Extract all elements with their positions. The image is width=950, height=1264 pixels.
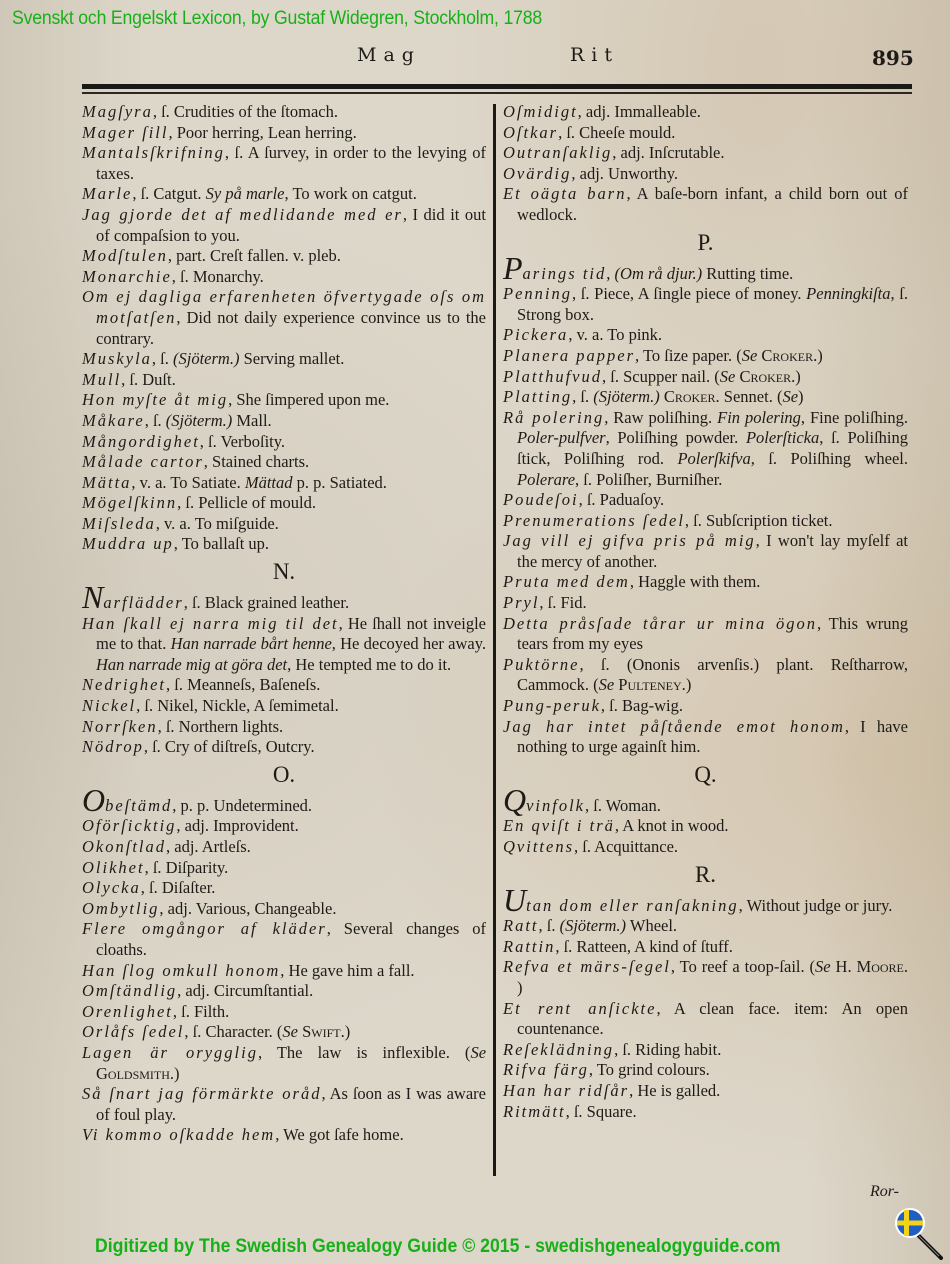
drop-initial: U [503, 881, 527, 918]
dictionary-entry [503, 164, 908, 185]
definition-text: , Raw poliſhing. [604, 407, 718, 427]
headword: Monarchie [82, 266, 172, 286]
headword: Platting [503, 387, 573, 407]
headword: Ritmätt [503, 1101, 566, 1121]
definition-text: , ſ. Cry of diſtreſs, Outcry. [143, 737, 315, 757]
dictionary-entry [503, 249, 908, 286]
headword: Muskyla [82, 349, 152, 369]
header-rule-thin [82, 92, 912, 94]
definition-text: ) [517, 977, 523, 997]
watermark-credit: Digitized by The Swedish Genealogy Guide © 2015 - swedishgenealogyguide.com [95, 1236, 781, 1257]
definition-text: , ſ. Black grained leather. [183, 593, 350, 613]
headword: Hon myſte åt mig [82, 390, 229, 410]
dictionary-entry [503, 957, 908, 998]
headword: arings tid [522, 263, 607, 283]
definition-text: , ſ. Strong box. [517, 284, 908, 324]
running-head [0, 44, 950, 74]
reference-author: Croker. [757, 345, 818, 365]
italic-phrase: Polerſkifva [677, 448, 751, 468]
drop-initial: Q [503, 781, 527, 818]
definition-text: , ſ. Woman. [585, 795, 661, 815]
dictionary-entry [503, 102, 908, 123]
definition-text: , ſ. Subſcription ticket. [684, 510, 833, 530]
dictionary-entry [503, 284, 908, 325]
section-letter-heading: Q. [694, 761, 717, 787]
definition-text: , He gave him a fall. [280, 960, 415, 980]
definition-text: , ſ. Filth. [172, 1001, 230, 1021]
dictionary-entry [503, 837, 908, 858]
definition-text: , A clean face. item: An open countenance. [517, 998, 909, 1039]
headword: Mull [82, 369, 122, 389]
headword: beſtämd [105, 795, 173, 815]
definition-text: , ſ. Catgut. [132, 184, 206, 204]
headword: Planera papper [503, 345, 636, 365]
dictionary-entry [503, 184, 908, 225]
dictionary-entry [503, 408, 908, 490]
headword: Platthufvud [503, 366, 602, 386]
headword: Om ej dagliga erfarenheten öfvertygade oſs om motſatſen [82, 287, 486, 327]
headword: Mögelſkinn [82, 493, 178, 513]
definition-text: , ſ. Cheeſe mould. [558, 122, 676, 142]
italic-phrase: (Om rå djur.) [614, 263, 703, 283]
drop-initial: P [503, 249, 523, 286]
headword: Han har ridſår [503, 1080, 630, 1100]
dictionary-entry [82, 781, 486, 818]
dictionary-entry [82, 614, 486, 676]
definition-text: , ſ. Meanneſs, Baſeneſs. [166, 675, 321, 695]
definition-text: , ſ. [538, 916, 560, 936]
italic-phrase: Se [282, 1022, 298, 1042]
definition-text: Rutting time. [702, 263, 794, 283]
definition-text: , A baſe-born infant, a child born out of wedlock. [517, 184, 908, 224]
italic-phrase: Sy på marle [205, 184, 285, 204]
definition-text: , adj. Immalleable. [577, 102, 701, 121]
dictionary-entry [82, 899, 486, 920]
dictionary-entry [82, 878, 486, 899]
headword: Poudeſoi [503, 490, 579, 510]
definition-text: , The law is inflexible. ( [257, 1042, 471, 1062]
dictionary-entry [82, 816, 486, 837]
definition-text: , To ſize paper. ( [635, 345, 742, 365]
definition-text: , Did not daily experience convince us to the contrary. [96, 307, 486, 348]
dictionary-entry [82, 1125, 486, 1146]
dictionary-entry [503, 346, 908, 367]
definition-text: , [606, 263, 615, 283]
definition-text: , I have nothing to urge againſt him. [517, 716, 908, 757]
definition-text: Wheel. [626, 916, 678, 936]
italic-phrase: (Sjöterm.) [173, 349, 240, 369]
dictionary-entry [82, 919, 486, 960]
headword: Jag har intet påſtående emot honom [503, 716, 845, 736]
headword: Pung-peruk [503, 696, 601, 716]
dictionary-entry [82, 514, 486, 535]
dictionary-entry [503, 572, 908, 593]
reference-author: Croker. [735, 366, 796, 386]
dictionary-entry [82, 349, 486, 370]
headword: Qvittens [503, 837, 574, 856]
definition-text: , v. a. To pink. [568, 325, 663, 345]
headword: Så ſnart jag förmärkte oråd [82, 1084, 322, 1104]
italic-phrase: Polerare [517, 469, 576, 489]
headword: Mantalsſkrifning [82, 143, 225, 163]
headword: Pryl [503, 593, 540, 613]
headword: Rifva färg [503, 1060, 589, 1080]
dictionary-entry [503, 325, 908, 346]
dictionary-entry [82, 473, 486, 494]
definition-text: , ſ. [572, 387, 594, 407]
italic-phrase: Penningkiſta [806, 284, 891, 304]
dictionary-entry [503, 696, 908, 717]
definition-text: , adj. Inſcrutable. [612, 143, 725, 163]
italic-phrase: Se [782, 387, 799, 407]
dictionary-entry [503, 816, 908, 837]
italic-phrase: Se [815, 957, 831, 977]
dictionary-entry [503, 655, 908, 696]
headword: Modſtulen [82, 246, 168, 266]
italic-phrase: Han narrade mig at göra det [96, 654, 288, 674]
headword: Marle [82, 184, 133, 204]
section-letter-heading: O. [272, 761, 296, 787]
headword: Olikhet [82, 857, 145, 877]
dictionary-entry [82, 102, 486, 123]
headword: Måkare [82, 410, 145, 430]
definition-text: , ſ. Acquittance. [574, 837, 679, 856]
headword: Ratt [503, 916, 539, 936]
definition-text: , Several changes of cloaths. [96, 919, 486, 959]
headword: Penning [503, 284, 572, 304]
headword: Vi kommo oſkadde hem [82, 1125, 276, 1145]
headword: Mångordighet [82, 431, 200, 451]
definition-text: , ſ. Poliſher, Burniſher. [575, 469, 723, 489]
headword: Olycka [82, 878, 141, 898]
dictionary-entry [82, 961, 486, 982]
dictionary-entry [503, 531, 908, 572]
italic-phrase: (Sjöterm.) [559, 916, 627, 936]
dictionary-entry [503, 1102, 908, 1123]
headword: Oförſicktig [82, 816, 177, 836]
dictionary-entry [503, 1060, 908, 1081]
reference-author: Goldsmith. [96, 1063, 175, 1083]
definition-text: , Stained charts. [203, 452, 310, 472]
swedish-flag-magnifier-icon [893, 1206, 947, 1260]
dictionary-entry [82, 1022, 486, 1043]
definition-text: , adj. Artleſs. [166, 837, 251, 856]
headword: Detta pråsſade tårar ur mina ögon [503, 613, 818, 633]
dictionary-entry [503, 999, 908, 1040]
headword: Flere omgångor af kläder [82, 919, 327, 939]
italic-phrase: Se [598, 675, 615, 695]
definition-text: , ſ. [144, 410, 166, 430]
headword: Omſtändlig [82, 981, 178, 1001]
definition-text: , ſ. Pellicle of mould. [177, 493, 317, 513]
headword: Rå polering [503, 407, 605, 427]
definition-text: , v. a. To Satiate. [131, 472, 245, 492]
headword: Puktörne [503, 654, 580, 674]
italic-phrase: Han narrade bårt henne [170, 634, 332, 654]
definition-text: , I did it out of compaſsion to you. [96, 204, 486, 245]
definition-text: , adj. Circumſtantial. [177, 981, 314, 1001]
catchword: Ror- [870, 1183, 900, 1200]
dictionary-entry [82, 675, 486, 696]
headword: Et oägta barn [503, 184, 627, 204]
headword: Ovärdig [503, 163, 572, 183]
column-divider [493, 104, 496, 1176]
definition-text: , ſ. Square. [565, 1101, 637, 1121]
definition-text: , ſ. Ratteen, A kind of ſtuff. [555, 936, 733, 956]
definition-text: ) [795, 366, 801, 386]
headword: Jag gjorde det af medlidande med er [82, 204, 403, 224]
headword: Miſsleda [82, 513, 156, 533]
headword: Outranſaklig [503, 143, 613, 163]
headword: Nedrighet [82, 675, 166, 695]
headword: En qviſt i trä [503, 816, 615, 836]
definition-text: , ſ. Crudities of the ſtomach. [152, 102, 338, 121]
definition-text: , ſ. Verboſity. [199, 431, 286, 451]
definition-text: , p. p. Undetermined. [172, 795, 313, 815]
definition-text: Serving mallet. [239, 349, 345, 369]
dictionary-entry [82, 717, 486, 738]
left-column [82, 102, 486, 1146]
definition-text: , v. a. To miſguide. [155, 513, 279, 533]
page-number: 895 [872, 46, 914, 70]
definition-text: , Poor herring, Lean herring. [168, 122, 357, 142]
dictionary-entry [503, 881, 908, 918]
headword: Han ſkall ej narra mig til det [82, 613, 339, 633]
headword: Okonſtlad [82, 837, 166, 856]
headword: Orenlighet [82, 1001, 173, 1021]
headword: Oſmidigt [503, 102, 578, 121]
definition-text: Mall. [232, 410, 272, 430]
definition-text: , ſ. Poliſhing wheel. [750, 448, 908, 468]
definition-text: ) [817, 345, 823, 365]
dictionary-entry [82, 534, 486, 555]
headword: Nickel [82, 696, 137, 716]
dictionary-entry [82, 1043, 486, 1084]
definition-text: , ſ. Diſaſter. [140, 878, 216, 898]
dictionary-entry [82, 837, 486, 858]
definition-text: , ſ. Paduaſoy. [578, 490, 665, 510]
definition-text: , Without judge or jury. [738, 895, 893, 915]
definition-text: , ſ. (Ononis arvenſis.) plant. Reſtharrow, Cammock. ( [517, 654, 908, 695]
definition-text: , He tempted me to do it. [287, 654, 452, 674]
headword: Orlåfs ſedel [82, 1022, 185, 1042]
watermark-title: Svenskt och Engelskt Lexicon, by Gustaf Widegren, Stockholm, 1788 [12, 8, 543, 29]
dictionary-entry [82, 1084, 486, 1125]
reference-author: Swift. [298, 1022, 345, 1042]
headword: Mätta [82, 472, 132, 492]
headword: Mager ſill [82, 122, 169, 142]
dictionary-entry [503, 490, 908, 511]
definition-text: , To grind colours. [588, 1060, 710, 1080]
section-letter-heading: R. [694, 861, 717, 887]
italic-phrase: Poler-pulfver [517, 428, 606, 448]
dictionary-entry [503, 916, 908, 937]
italic-phrase: Polerſticka [745, 428, 820, 448]
drop-initial: O [82, 781, 106, 818]
definition-text: , He is galled. [629, 1080, 721, 1100]
definition-text: ) [685, 675, 692, 695]
headword: Han ſlog omkull honom [82, 960, 281, 980]
headword: Reſeklädning [503, 1039, 615, 1059]
definition-text: , He ſhall not inveigle me to that. [96, 613, 486, 654]
dictionary-entry [82, 267, 486, 288]
dictionary-entry [503, 387, 908, 408]
definition-text: , Fine poliſhing. [800, 407, 908, 427]
definition-text: , ſ. Riding habit. [614, 1039, 722, 1059]
definition-text: ) [344, 1022, 351, 1042]
dictionary-entry [503, 937, 908, 958]
section-letter-heading: P. [697, 229, 714, 255]
headword: Muddra up [82, 534, 174, 554]
dictionary-entry [503, 593, 908, 614]
definition-text: , ſ. Bag-wig. [600, 696, 683, 716]
definition-text: , ſ. Fid. [539, 593, 587, 613]
headword: Pruta med dem [503, 572, 630, 592]
definition-text: , He decoyed her away. [331, 634, 487, 654]
definition-text: , ſ. [151, 349, 173, 369]
dictionary-entry [82, 205, 486, 246]
reference-author: H. Moore. [830, 957, 908, 977]
definition-text: , A knot in wood. [614, 816, 729, 836]
headword: Magſyra [82, 102, 153, 121]
headword: vinfolk [526, 795, 586, 815]
definition-text: p. p. Satiated. [292, 472, 387, 492]
headword: arflädder [103, 593, 184, 613]
dictionary-entry [82, 390, 486, 411]
dictionary-entry [503, 143, 908, 164]
definition-text: , ſ. Nikel, Nickle, A ſemimetal. [136, 696, 339, 716]
italic-phrase: (Sjöterm.) [593, 387, 660, 407]
definition-text: , ſ. Scupper nail. ( [602, 366, 720, 386]
dictionary-entry [82, 452, 486, 473]
definition-text: , She ſimpered upon me. [228, 390, 390, 410]
drop-initial: N [82, 579, 104, 616]
definition-text: , I won't lay myſelf at the mercy of another. [517, 531, 908, 571]
definition-text: , adj. Improvident. [176, 816, 299, 836]
headword: Jag vill ej gifva pris på mig [503, 531, 756, 551]
definition-text: Sennet. ( [719, 387, 783, 407]
dictionary-entry [503, 1081, 908, 1102]
definition-text: , This wrung tears from my eyes [517, 613, 908, 654]
running-head-last-word: Rit [570, 44, 620, 66]
headword: Målade cartor [82, 452, 204, 472]
dictionary-entry [82, 370, 486, 391]
definition-text: , Poliſhing powder. [605, 428, 746, 448]
right-column [503, 102, 908, 1122]
definition-text: , part. Creſt fallen. v. pleb. [167, 246, 341, 266]
definition-text: , ſ. Piece, A ſingle piece of money. [572, 284, 807, 304]
definition-text: , ſ. Monarchy. [171, 266, 264, 286]
italic-phrase: Se [741, 345, 758, 365]
dictionary-entry [503, 511, 908, 532]
dictionary-entry [82, 123, 486, 144]
definition-text: , To ballaſt up. [173, 534, 270, 554]
definition-text: ) [798, 387, 804, 407]
definition-text: , adj. Various, Changeable. [159, 898, 337, 918]
headword: Refva et märs-ſegel [503, 957, 671, 977]
definition-text: , To reef a toop-ſail. ( [670, 957, 816, 977]
reference-author: Pulteney. [614, 675, 686, 695]
dictionary-entry [82, 432, 486, 453]
section-letter-heading: N. [272, 559, 296, 585]
definition-text: , adj. Unworthy. [571, 163, 679, 183]
headword: Nödrop [82, 737, 144, 757]
dictionary-entry [503, 717, 908, 758]
dictionary-entry [82, 737, 486, 758]
headword: Et rent anſickte [503, 998, 657, 1018]
definition-text: , We got ſafe home. [275, 1125, 404, 1145]
headword: Oſtkar [503, 122, 559, 142]
italic-phrase: Se [719, 366, 736, 386]
dictionary-entry [503, 1040, 908, 1061]
dictionary-entry [82, 858, 486, 879]
definition-text: , ſ. Poliſhing ſtick, Poliſhing rod. [517, 428, 908, 468]
headword: Ombytlig [82, 898, 160, 918]
dictionary-entry [82, 493, 486, 514]
headword: Pickera [503, 325, 569, 345]
dictionary-entry [503, 123, 908, 144]
definition-text: , ſ. Duſt. [121, 369, 176, 389]
definition-text: , ſ. Northern lights. [157, 716, 284, 736]
definition-text: , ſ. A ſurvey, in order to the levying of taxes. [96, 143, 486, 183]
header-rule-thick [82, 84, 912, 89]
headword: Prenumerations ſedel [503, 510, 685, 530]
headword: Rattin [503, 936, 556, 956]
definition-text: , ſ. Character. ( [184, 1022, 283, 1042]
headword: Norrſken [82, 716, 158, 736]
dictionary-entry [82, 981, 486, 1002]
italic-phrase: Se [470, 1042, 487, 1062]
reference-author: Croker. [659, 387, 720, 407]
dictionary-entry [82, 246, 486, 267]
italic-phrase: Mättad [244, 472, 293, 492]
definition-text: ) [174, 1063, 180, 1083]
headword: tan dom eller ranſakning [526, 895, 739, 915]
dictionary-entry [82, 287, 486, 349]
dictionary-entry [82, 411, 486, 432]
italic-phrase: Fin polering [717, 407, 801, 427]
dictionary-entry [503, 614, 908, 655]
headword: Lagen är orygglig [82, 1042, 258, 1062]
dictionary-entry [82, 184, 486, 205]
definition-text: , As ſoon as I was aware of foul play. [96, 1084, 486, 1124]
running-head-first-word: Mag [357, 44, 421, 66]
dictionary-entry [82, 143, 486, 184]
definition-text: , Haggle with them. [629, 572, 761, 592]
dictionary-entry [503, 367, 908, 388]
italic-phrase: (Sjöterm.) [165, 410, 233, 430]
dictionary-entry [82, 696, 486, 717]
dictionary-entry [503, 781, 908, 818]
definition-text: , To work on catgut. [284, 184, 417, 204]
dictionary-entry [82, 1002, 486, 1023]
definition-text: , ſ. Diſparity. [144, 857, 229, 877]
dictionary-entry [82, 579, 486, 616]
